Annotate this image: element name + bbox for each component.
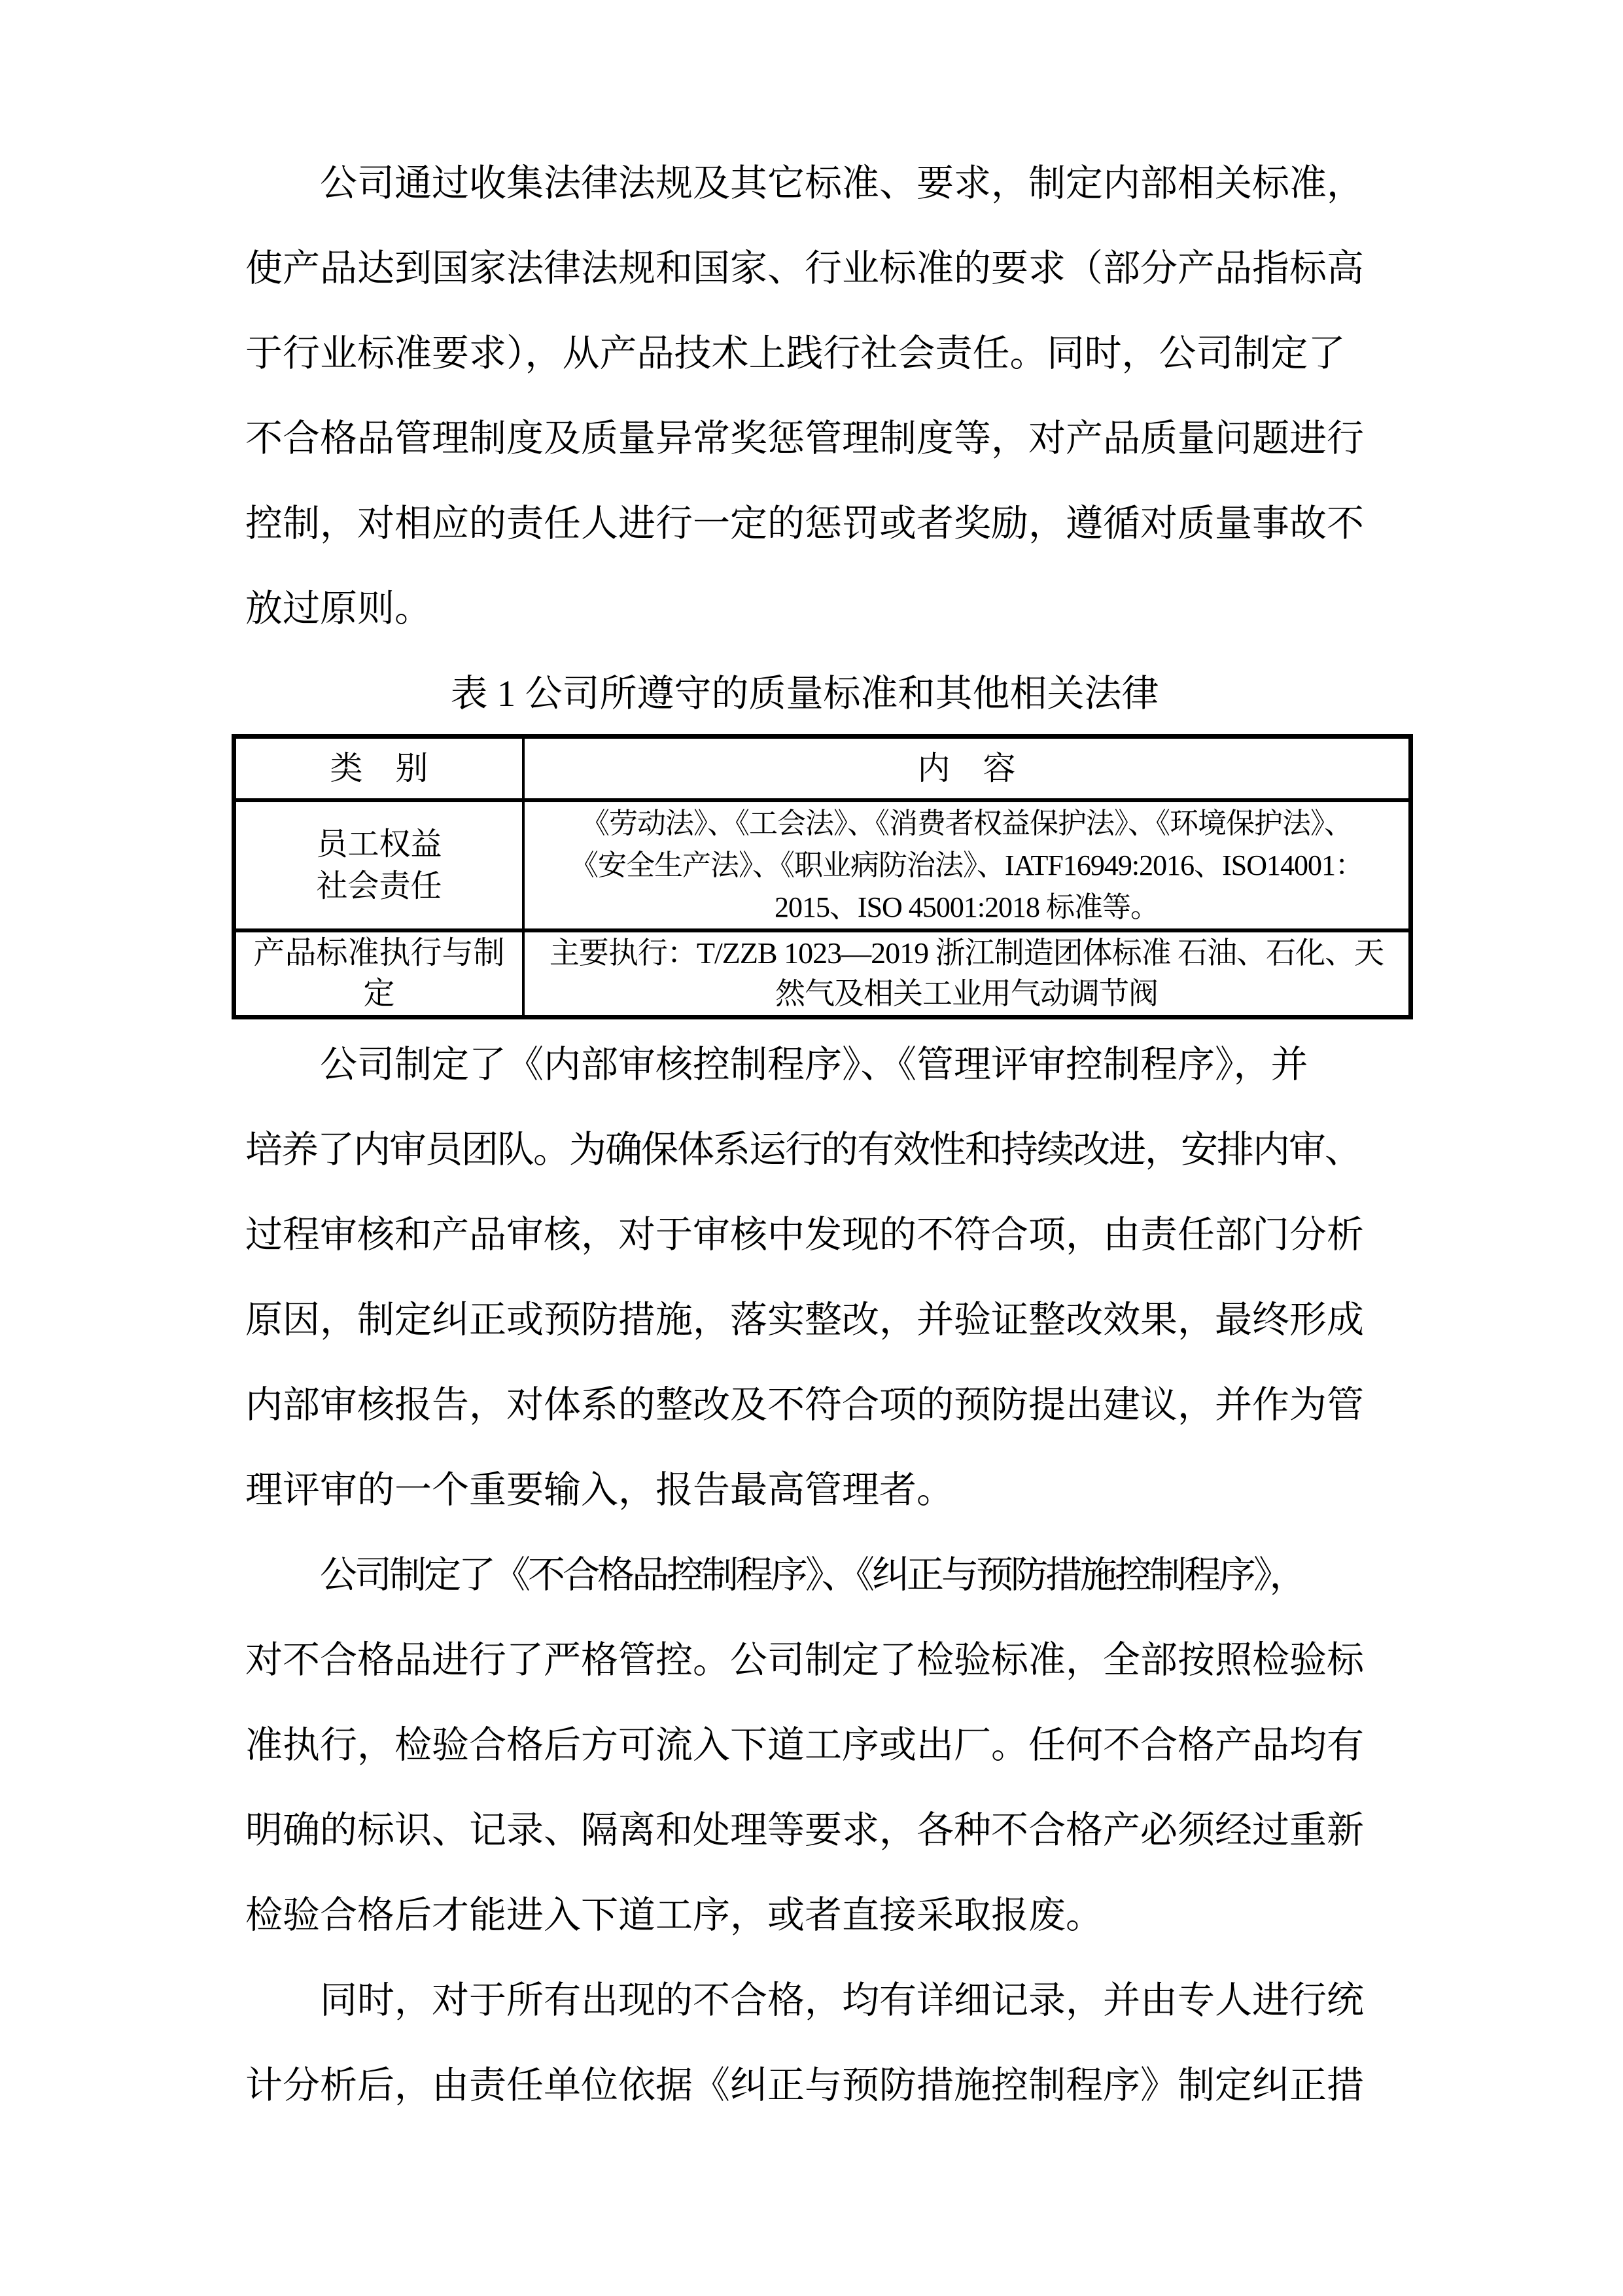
paragraph-line: 控制，对相应的责任人进行一定的惩罚或者奖励，遵循对质量事故不 <box>245 503 1364 544</box>
paragraph-line: 同时，对于所有出现的不合格，均有详细记录，并由专人进行统 <box>320 1980 1364 2021</box>
paragraph <box>245 1023 1364 1533</box>
content-line: 《安全生产法》、《职业病防治法》、IATF16949:2016、ISO14001： <box>569 849 1364 881</box>
paragraph-line: 检验合格后才能进入下道工序，或者直接采取报废。 <box>245 1895 1103 1936</box>
paragraph-line: 公司通过收集法律法规及其它标准、要求，制定内部相关标准， <box>320 163 1364 204</box>
table-title: 表 1 公司所遵守的质量标准和其他相关法律 <box>450 673 1159 715</box>
header-cell-category <box>236 739 525 798</box>
header-label: 内 容 <box>917 750 1016 786</box>
content-line: 《劳动法》、《工会法》、《消费者权益保护法》、《环境保护法》、 <box>581 807 1352 839</box>
content-cell <box>525 932 1408 1015</box>
content-line: 2015、ISO 45001:2018 标准等。 <box>774 891 1159 923</box>
category-line: 社会责任 <box>316 868 442 904</box>
content-cell <box>525 802 1408 928</box>
paragraph-line: 培养了内审员团队。为确保体系运行的有效性和持续改进，安排内审、 <box>245 1129 1361 1171</box>
paragraph-line: 不合格品管理制度及质量异常奖惩管理制度等，对产品质量问题进行 <box>245 418 1364 459</box>
paragraph-line: 放过原则。 <box>245 588 432 629</box>
content-line: 主要执行：T/ZZB 1023—2019 浙江制造团体标准 石油、石化、天 <box>549 936 1384 970</box>
paragraph-line: 内部审核报告，对体系的整改及不符合项的预防提出建议，并作为管 <box>245 1385 1364 1426</box>
content-line: 然气及相关工业用气动调节阀 <box>775 977 1158 1010</box>
paragraph-line: 明确的标识、记录、隔离和处理等要求，各种不合格产必须经过重新 <box>245 1810 1364 1851</box>
paragraph <box>245 141 1364 652</box>
category-cell <box>236 802 525 928</box>
paragraph-line: 公司制定了《不合格品控制程序》、《纠正与预防措施控制程序》， <box>320 1555 1304 1596</box>
paragraph-line: 原因，制定纠正或预防措施，落实整改，并验证整改效果，最终形成 <box>245 1299 1364 1341</box>
paragraph-line: 计分析后，由责任单位依据《纠正与预防措施控制程序》制定纠正措 <box>245 2065 1364 2106</box>
category-line: 定 <box>363 976 395 1011</box>
paragraph-line: 准执行，检验合格后方可流入下道工序或出厂。任何不合格产品均有 <box>245 1725 1364 1766</box>
paragraph-line: 对不合格品进行了严格管控。公司制定了检验标准，全部按照检验标 <box>245 1640 1364 1681</box>
paragraph-line: 使产品达到国家法律法规和国家、行业标准的要求（部分产品指标高 <box>245 248 1364 289</box>
category-line: 员工权益 <box>316 826 442 862</box>
category-cell <box>236 932 525 1015</box>
category-line: 产品标准执行与制 <box>253 936 505 970</box>
table-row <box>236 932 1408 1015</box>
header-label: 类 别 <box>330 750 428 786</box>
paragraph-line: 理评审的一个重要输入，报告最高管理者。 <box>245 1470 954 1511</box>
paragraph-line: 公司制定了《内部审核控制程序》、《管理评审控制程序》，并 <box>320 1044 1308 1086</box>
standards-table <box>232 734 1413 1019</box>
paragraph-line: 过程审核和产品审核，对于审核中发现的不符合项，由责任部门分析 <box>245 1214 1364 1256</box>
table-row <box>236 802 1408 932</box>
document-content <box>245 141 1384 2128</box>
table-header-row <box>236 739 1408 802</box>
paragraph <box>245 1533 1364 1958</box>
paragraph-line: 于行业标准要求），从产品技术上践行社会责任。同时，公司制定了 <box>245 333 1346 374</box>
header-cell-content <box>525 739 1408 798</box>
paragraph <box>245 1958 1364 2128</box>
